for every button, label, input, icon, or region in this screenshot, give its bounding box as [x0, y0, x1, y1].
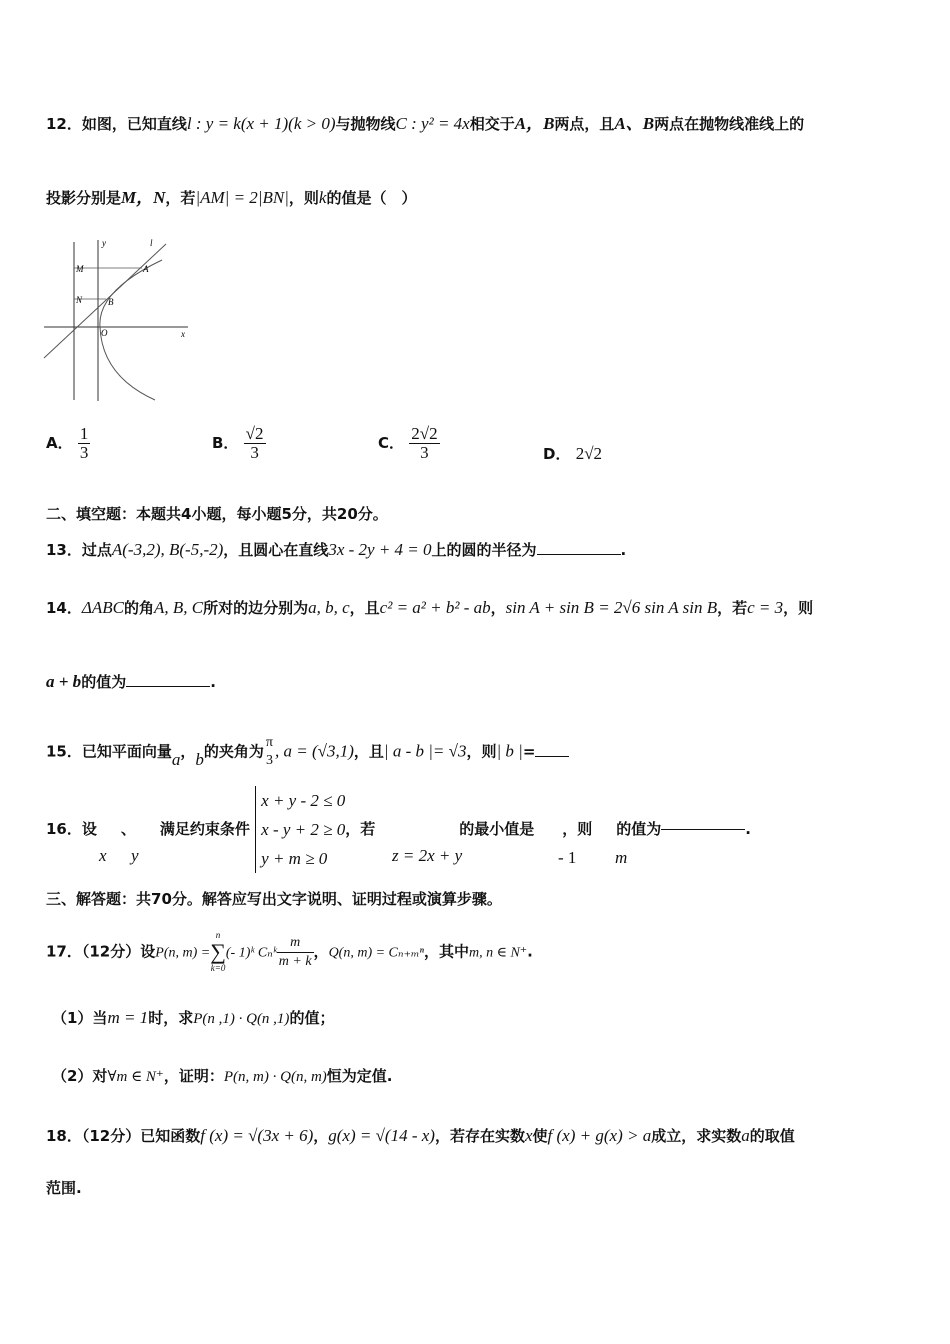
label-y: y — [102, 238, 106, 248]
q17-part1-expr: P(n ,1) · Q(n ,1) — [193, 1011, 290, 1027]
q18-number: 18． — [46, 1127, 82, 1145]
option-label: C． — [378, 434, 405, 452]
q16-text: ，则 — [562, 820, 593, 838]
q17-p-def: P(n, m) = — [155, 945, 211, 961]
q12-line2 — [46, 186, 416, 210]
q12-text: 与抛物线 — [335, 115, 396, 133]
frac-den: 3 — [250, 443, 259, 462]
q18-x: x — [524, 1126, 533, 1145]
q18-text: ，若存在实数 — [434, 1127, 525, 1145]
q16-constraint-1: x + y - 2 ≤ 0 — [261, 791, 346, 810]
q13-text: 上的圆的半径为 — [431, 541, 537, 559]
sigma-icon: ∑ — [210, 939, 226, 964]
q15-vector-a: a — [171, 749, 181, 769]
q13-line-equation: 3x - 2y + 4 = 0 — [328, 540, 432, 559]
q15-number: 15． — [46, 742, 82, 761]
q16-text: ，若 — [345, 820, 376, 838]
q16-text: 设 — [81, 820, 97, 838]
q17-period: . — [527, 942, 533, 961]
frac-num: m — [277, 934, 314, 953]
q18-inequality: f (x) + g(x) > a — [547, 1126, 652, 1145]
option-a-value — [78, 425, 91, 462]
label-a: A — [143, 264, 149, 274]
q18-g-def: g(x) = √(14 - x) — [328, 1126, 435, 1145]
q14-triangle: ΔABC — [81, 598, 124, 617]
q15-text: ，则 — [466, 742, 497, 761]
q16-min-value: - 1 — [558, 848, 577, 867]
label-x: x — [181, 329, 185, 339]
parabola-upper — [100, 260, 162, 327]
q17-text: 时，求 — [148, 1009, 194, 1027]
label-o: O — [101, 328, 108, 338]
q14-text: 所对的边分别为 — [203, 599, 309, 617]
q17-part1-label: （1）当 — [52, 1009, 108, 1027]
sum-upper: n — [215, 930, 221, 940]
q13-period: . — [620, 541, 627, 559]
q18-text: 成立，求实数 — [651, 1127, 742, 1145]
option-label: D． — [543, 445, 571, 463]
q15-angle — [264, 734, 275, 770]
q17-text: ，证明： — [163, 1067, 224, 1085]
q17-part2-forall: ∀m ∈ N⁺ — [107, 1069, 164, 1085]
q12-option-b[interactable] — [212, 425, 266, 462]
q15-text: ， — [180, 742, 196, 761]
q17-text: ，其中 — [423, 942, 469, 961]
q12-parabola-equation: C : y² = 4x — [395, 114, 470, 133]
q17-summation — [210, 930, 226, 974]
q18-text: 使 — [532, 1127, 548, 1145]
frac-num: √2 — [245, 424, 264, 443]
q16-answer-blank[interactable] — [661, 829, 745, 830]
q14-angles: A, B, C — [153, 598, 204, 617]
sum-lower: k=0 — [210, 963, 226, 973]
frac-den: 3 — [420, 443, 429, 462]
q12-number: 12． — [46, 115, 82, 133]
q17-part1-m: m = 1 — [107, 1008, 149, 1027]
q14-text: ，若 — [717, 599, 748, 617]
q14-period: . — [210, 673, 216, 691]
q16-constraint-2: x - y + 2 ≥ 0 — [261, 820, 346, 839]
q12-text: 两点在抛物线准线上的 — [654, 115, 805, 133]
q15-b-magnitude: | b | — [496, 741, 523, 761]
q18-text: ， — [313, 1127, 329, 1145]
q16-constraint-3: y + m ≥ 0 — [261, 849, 328, 868]
q13-text: ，且圆心在直线 — [223, 541, 329, 559]
q14-text: ，则 — [783, 599, 814, 617]
q16-constraint-system — [255, 786, 345, 873]
option-c-value — [409, 425, 439, 462]
q15-line — [46, 734, 569, 770]
option-b-value — [244, 425, 266, 462]
q12-option-c[interactable] — [378, 425, 440, 462]
q12-option-a[interactable] — [46, 425, 90, 462]
q17-text: 恒为定值. — [326, 1067, 393, 1085]
q16-var-x: x — [99, 846, 107, 865]
q14-c-value: c = 3 — [747, 598, 784, 617]
q13-number: 13． — [46, 541, 82, 559]
q12-option-d[interactable] — [543, 443, 602, 464]
frac-num: 1 — [79, 424, 89, 443]
section3-heading: 三、解答题：共70分。解答应写出文字说明、证明过程或演算步骤。 — [46, 890, 502, 908]
frac-num: 2√2 — [411, 424, 438, 443]
q12-points: A，B — [514, 114, 555, 133]
q15-text: = — [522, 742, 536, 761]
q12-condition: |AM| = 2|BN| — [195, 188, 289, 207]
q17-line — [46, 930, 533, 974]
q12-text: 两点，且 — [554, 115, 615, 133]
label-m: M — [76, 264, 84, 274]
q15-text: 已知平面向量 — [81, 742, 172, 761]
q17-text: 设 — [140, 942, 156, 961]
q18-line2: 范围. — [46, 1179, 82, 1197]
q16-var-m: m — [615, 848, 628, 867]
section2-heading: 二、填空题：本题共4小题，每小题5分，共20分。 — [46, 505, 388, 523]
q14-cosine-relation: c² = a² + b² - ab — [379, 598, 491, 617]
q16-text: 、 — [120, 820, 136, 838]
q16-number: 16． — [46, 820, 82, 838]
q17-domain: m, n ∈ N⁺ — [468, 945, 528, 961]
q12-points: A、B — [614, 114, 655, 133]
q18-text: 的取值 — [749, 1127, 795, 1145]
q13-text: 过点 — [81, 541, 112, 559]
frac-den: m + k — [278, 953, 312, 969]
q15-answer-blank[interactable] — [535, 756, 569, 757]
q17-part2-expr: P(n, m) · Q(n, m) — [223, 1069, 327, 1085]
q14-line2 — [46, 670, 216, 694]
q14-sine-relation: sin A + sin B = 2√6 sin A sin B — [505, 598, 718, 617]
q12-text: 的值是（ ） — [326, 189, 417, 207]
q16-objective: z = 2x + y — [392, 846, 463, 865]
q12-k: k — [318, 188, 327, 207]
q17-text: 的值； — [289, 1009, 335, 1027]
q15-condition: | a - b |= √3 — [383, 741, 467, 761]
frac-den: 3 — [79, 443, 89, 462]
line-l — [44, 244, 166, 358]
frac-den: 3 — [265, 753, 273, 768]
q12-text: ，若 — [165, 189, 196, 207]
label-n: N — [76, 295, 83, 305]
q12-text: ，则 — [288, 189, 319, 207]
q15-a-value: , a = (√3,1) — [275, 741, 354, 761]
q13-answer-blank[interactable] — [537, 554, 621, 555]
q14-text: 的角 — [123, 599, 154, 617]
q12-projections: M，N — [121, 188, 166, 207]
q17-term: (- 1)ᵏ Cₙᵏ — [225, 945, 277, 961]
q12-text: 投影分别是 — [46, 189, 122, 207]
q13-line — [46, 538, 626, 562]
option-label: A． — [46, 434, 73, 452]
q13-points: A(-3,2), B(-5,-2) — [111, 540, 224, 559]
q16-var-y: y — [131, 846, 139, 865]
q12-text: 相交于 — [469, 115, 515, 133]
q15-text: 的夹角为 — [203, 742, 264, 761]
q16-period: . — [745, 820, 751, 838]
q17-part2-label: （2）对 — [52, 1067, 108, 1085]
q14-number: 14． — [46, 599, 82, 617]
q17-number: 17． — [46, 942, 82, 961]
q14-sides: a, b, c — [308, 598, 350, 617]
q15-text: ，且 — [353, 742, 384, 761]
q17-q-def: Q(n, m) = Cₙ₊ₘⁿ — [328, 945, 424, 961]
q16-text: 的值为 — [616, 820, 662, 838]
q15-vector-b: b — [195, 749, 204, 769]
option-d-value: 2√2 — [575, 444, 603, 463]
q14-text: 的值为 — [81, 673, 127, 691]
q14-line1 — [46, 596, 813, 620]
q12-figure — [42, 236, 192, 404]
q17-part2 — [52, 1064, 392, 1089]
q18-f-def: f (x) = √(3x + 6) — [200, 1126, 314, 1145]
q14-text: ， — [490, 599, 506, 617]
q18-text: 已知函数 — [140, 1127, 201, 1145]
q14-text: ，且 — [349, 599, 380, 617]
q12-line-equation: l : y = k(x + 1)(k > 0) — [186, 114, 336, 133]
q16-text: 满足约束条件 — [159, 820, 250, 838]
q18-score: （12分） — [81, 1127, 141, 1145]
parabola-lower — [100, 327, 155, 400]
q17-part1 — [52, 1006, 334, 1031]
q14-answer-blank[interactable] — [126, 686, 210, 687]
label-l: l — [150, 238, 153, 248]
q17-text: ， — [313, 942, 329, 961]
q18-line1 — [46, 1124, 795, 1148]
frac-num: π — [265, 735, 273, 750]
q18-a: a — [741, 1126, 750, 1145]
option-label: B． — [212, 434, 239, 452]
label-b: B — [108, 297, 114, 307]
q14-a-plus-b: a + b — [46, 672, 82, 691]
q17-fraction — [277, 934, 314, 971]
q17-score: （12分） — [81, 942, 141, 961]
q16-text: 的最小值是 — [459, 820, 535, 838]
q12-text: 如图，已知直线 — [81, 115, 187, 133]
q12-line1 — [46, 112, 804, 136]
